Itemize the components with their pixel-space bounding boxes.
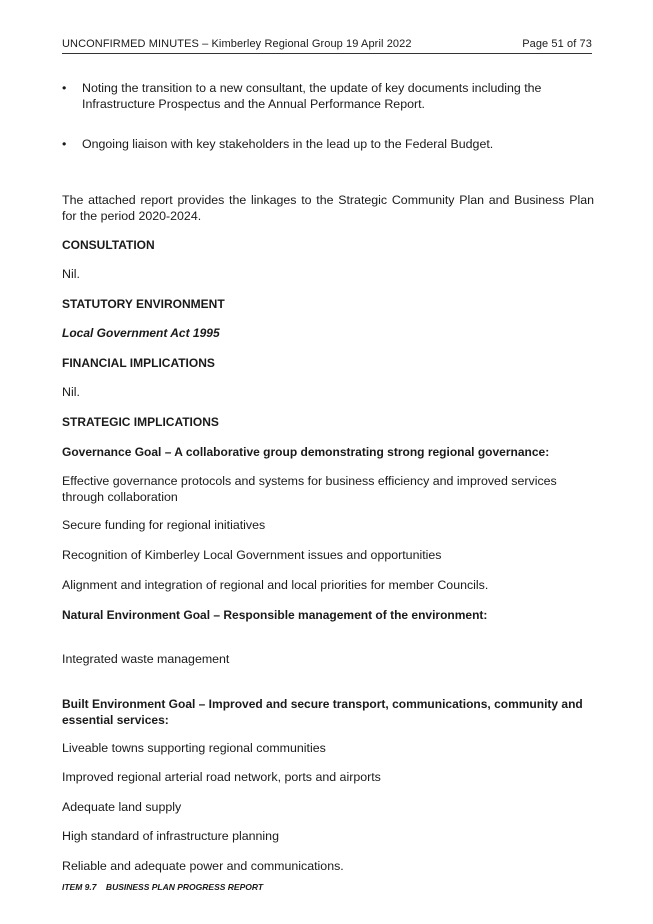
built-goal-heading: Built Environment Goal – Improved and secure transport, communications, community and essential services: bbox=[62, 697, 583, 727]
built-item: Liveable towns supporting regional communities bbox=[62, 741, 326, 755]
governance-item: Effective governance protocols and systems for business efficiency and improved services through collaboration bbox=[62, 474, 557, 504]
page-number: Page 51 of 73 bbox=[522, 38, 592, 50]
built-item: Reliable and adequate power and communications. bbox=[62, 859, 344, 873]
bullet-icon: • bbox=[62, 137, 67, 151]
governance-item: Alignment and integration of regional and local priorities for member Councils. bbox=[62, 578, 489, 592]
header-title: UNCONFIRMED MINUTES – Kimberley Regional Group 19 April 2022 bbox=[62, 38, 412, 50]
statutory-text: Local Government Act 1995 bbox=[62, 326, 220, 340]
consultation-text: Nil. bbox=[62, 267, 80, 281]
page-footer: ITEM 9.7 BUSINESS PLAN PROGRESS REPORT bbox=[62, 882, 264, 892]
natural-goal-heading: Natural Environment Goal – Responsible management of the environment: bbox=[62, 608, 488, 622]
financial-heading: FINANCIAL IMPLICATIONS bbox=[62, 356, 215, 370]
governance-item: Recognition of Kimberley Local Government issues and opportunities bbox=[62, 548, 442, 562]
built-item: High standard of infrastructure planning bbox=[62, 829, 279, 843]
built-item: Adequate land supply bbox=[62, 800, 182, 814]
bullet-icon: • bbox=[62, 81, 67, 95]
natural-item: Integrated waste management bbox=[62, 652, 230, 666]
statutory-heading: STATUTORY ENVIRONMENT bbox=[62, 297, 225, 311]
bullet-text: Noting the transition to a new consultant, the update of key documents including the Infrastructure Prospectus and the Annual Performance Report. bbox=[82, 81, 542, 111]
financial-text: Nil. bbox=[62, 385, 80, 399]
strategic-heading: STRATEGIC IMPLICATIONS bbox=[62, 415, 219, 429]
page-header bbox=[62, 37, 592, 54]
consultation-heading: CONSULTATION bbox=[62, 238, 155, 252]
governance-item: Secure funding for regional initiatives bbox=[62, 518, 266, 532]
built-item: Improved regional arterial road network, ports and airports bbox=[62, 770, 381, 784]
bullet-text: Ongoing liaison with key stakeholders in the lead up to the Federal Budget. bbox=[82, 137, 494, 151]
governance-goal-heading: Governance Goal – A collaborative group demonstrating strong regional governance: bbox=[62, 445, 550, 459]
intro-paragraph: The attached report provides the linkages to the Strategic Community Plan and Business Plan for the period 2020-2024. bbox=[62, 193, 594, 223]
